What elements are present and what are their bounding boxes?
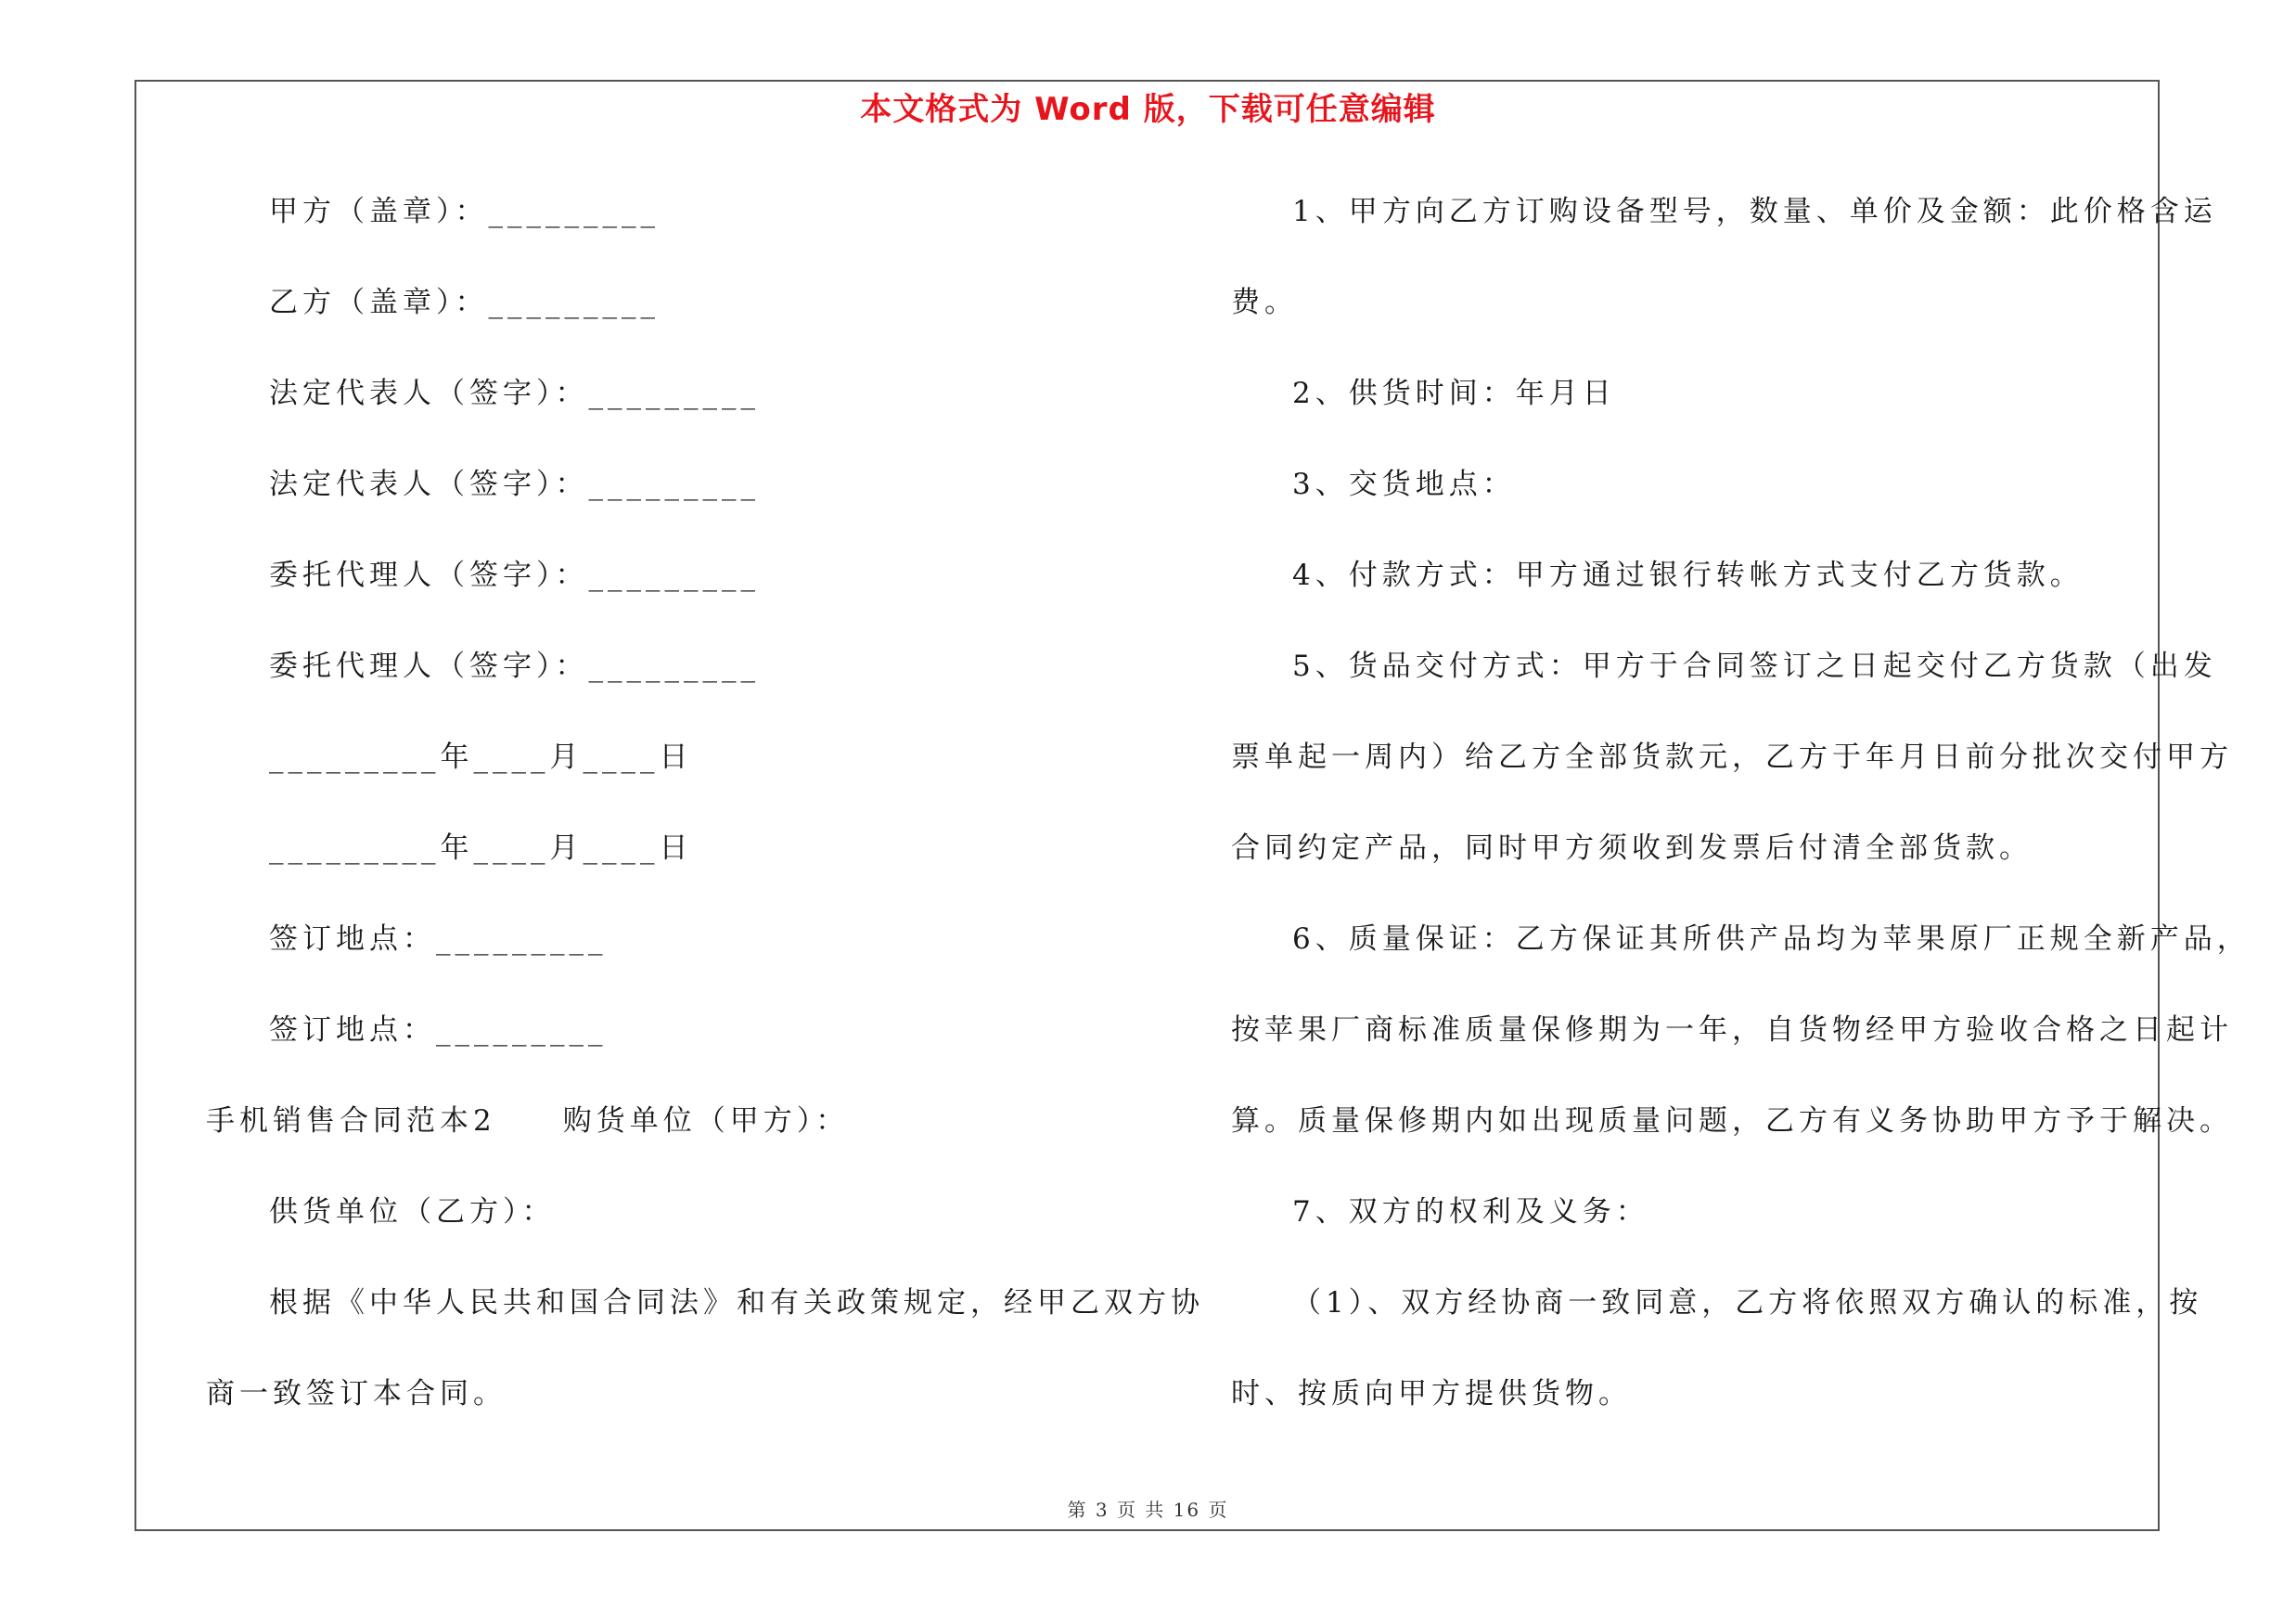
clause-7-item-1: （1）、双方经协商一致同意，乙方将依照双方确认的标准，按 [1292,1286,2203,1320]
clause-7: 7、双方的权利及义务： [1292,1195,1649,1229]
clause-5-continued: 票单起一周内）给乙方全部货款元，乙方于年月日前分批次交付甲方 [1231,741,2233,774]
contract-preamble-continued: 商一致签订本合同。 [206,1377,507,1410]
party-a-seal-line: 甲方（盖章）：_________ [269,195,660,228]
clause-1: 1、甲方向乙方订购设备型号，数量、单价及金额：此价格含运 [1292,195,2217,228]
signing-place-line: 签订地点：_________ [269,1013,608,1047]
clause-7-item-1-continued: 时、按质向甲方提供货物。 [1231,1377,1632,1410]
agent-sign-line: 委托代理人（签字）：_________ [269,650,760,683]
page-number: 第 3 页 共 16 页 [1067,1499,1229,1521]
clause-6: 6、质量保证：乙方保证其所供产品均为苹果原厂正规全新产品， [1292,922,2251,956]
clause-5-continued: 合同约定产品，同时甲方须收到发票后付清全部货款。 [1231,831,2033,865]
legal-rep-sign-line: 法定代表人（签字）：_________ [269,377,760,410]
format-banner: 本文格式为 Word 版，下载可任意编辑 [860,91,1436,128]
party-b-seal-line: 乙方（盖章）：_________ [269,286,660,319]
signing-place-line: 签订地点：_________ [269,922,608,956]
clause-2: 2、供货时间：年月日 [1292,377,1616,410]
clause-3: 3、交货地点： [1292,468,1516,501]
clause-1-continued: 费。 [1231,286,1298,319]
clause-6-continued: 算。质量保修期内如出现质量问题，乙方有义务协助甲方予于解决。 [1231,1104,2233,1138]
legal-rep-sign-line: 法定代表人（签字）：_________ [269,468,760,501]
date-line: _________年____月____日 [269,831,693,865]
clause-5: 5、货品交付方式：甲方于合同签订之日起交付乙方货款（出发 [1292,650,2217,683]
contract-preamble: 根据《中华人民共和国合同法》和有关政策规定，经甲乙双方协 [269,1286,1204,1320]
clause-6-continued: 按苹果厂商标准质量保修期为一年，自货物经甲方验收合格之日起计 [1231,1013,2233,1047]
supplier-line: 供货单位（乙方）： [269,1195,556,1229]
agent-sign-line: 委托代理人（签字）：_________ [269,559,760,592]
date-line: _________年____月____日 [269,741,693,774]
clause-4: 4、付款方式：甲方通过银行转帐方式支付乙方货款。 [1292,559,2084,592]
contract-sample-heading: 手机销售合同范本2 购货单位（甲方）： [206,1104,850,1138]
